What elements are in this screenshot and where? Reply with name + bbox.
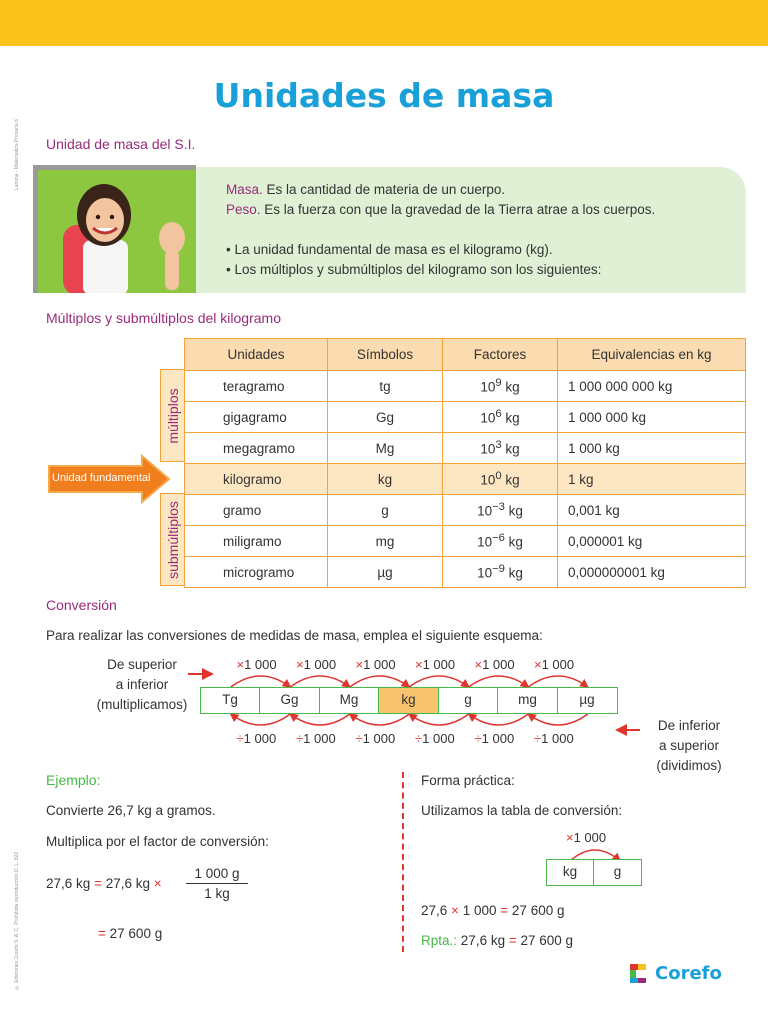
peso-term: Peso. — [226, 202, 261, 217]
left-direction-label: De superior a inferior (multiplicamos) — [96, 657, 188, 712]
multiples-group-label — [160, 369, 184, 462]
submultiples-label: submúltiplos — [164, 500, 181, 579]
right-direction-label: De inferior a superior (dividimos) — [656, 718, 722, 773]
divide-label: ÷1 000 — [296, 731, 336, 746]
chain-cell: g — [438, 687, 499, 714]
table-header-row — [185, 339, 746, 371]
table-row — [185, 557, 746, 588]
cell-equivalence: 1 kg — [558, 464, 746, 495]
masa-definition — [226, 182, 505, 197]
header-equivalences: Equivalencias en kg — [558, 339, 746, 371]
header-symbols: Símbolos — [328, 339, 443, 371]
corefo-logo — [628, 962, 722, 984]
multiply-label: ×1 000 — [296, 657, 337, 672]
chain-cell: Gg — [259, 687, 320, 714]
masa-text: Es la cantidad de materia de un cuerpo. — [262, 182, 506, 197]
mini-cell: kg — [546, 859, 595, 886]
cell-symbol: tg — [328, 371, 443, 402]
cell-factor: $10^3$ kg — [443, 433, 558, 464]
multiply-label: ×1 000 — [355, 657, 396, 672]
table-row — [185, 371, 746, 402]
conversion-chain — [201, 687, 618, 714]
cell-symbol: Mg — [328, 433, 443, 464]
column-divider — [402, 772, 404, 952]
table-row — [185, 402, 746, 433]
cell-equivalence: 1 000 kg — [558, 433, 746, 464]
cell-symbol: Gg — [328, 402, 443, 433]
cell-equivalence: 1 000 000 kg — [558, 402, 746, 433]
masa-term: Masa. — [226, 182, 263, 197]
multiply-arc — [469, 676, 529, 687]
example-equation: 27,6 kg = 27,6 kg × — [46, 876, 162, 891]
intro-heading: Unidad de masa del S.I. — [46, 136, 196, 152]
mini-factor-label: ×1 000 — [566, 830, 607, 845]
multiply-arc — [231, 676, 291, 687]
peso-text: Es la fuerza con que la gravedad de la Tierra atrae a los cuerpos. — [260, 202, 656, 217]
multiply-label: ×1 000 — [415, 657, 456, 672]
cell-equivalence: 0,000000001 kg — [558, 557, 746, 588]
example-heading: Ejemplo: — [46, 772, 101, 788]
conversion-heading: Conversión — [46, 597, 117, 613]
practical-answer: Rpta.: 27,6 kg = 27 600 g — [421, 933, 574, 948]
multiply-arc — [409, 676, 469, 687]
divide-label: ÷1 000 — [236, 731, 277, 746]
practical-calc: 27,6 × 1 000 = 27 600 g — [421, 903, 565, 918]
cell-unit: gigagramo — [185, 402, 328, 433]
mini-cell: g — [593, 859, 642, 886]
cell-unit: gramo — [185, 495, 328, 526]
divide-arc — [409, 714, 469, 725]
cell-factor: $10^9$ kg — [443, 371, 558, 402]
divide-arc — [290, 714, 350, 725]
page-title: Unidades de masa — [213, 76, 555, 115]
cell-unit: megagramo — [185, 433, 328, 464]
fundamental-unit-label: Unidad fundamental — [52, 472, 151, 484]
multiply-arc — [350, 676, 410, 687]
divide-arc — [469, 714, 529, 725]
multiples-label: múltiplos — [164, 387, 181, 444]
header-units: Unidades — [185, 339, 328, 371]
chain-cell: Tg — [200, 687, 261, 714]
peso-definition — [226, 202, 655, 217]
units-table — [184, 338, 746, 588]
divide-label: ÷1 000 — [474, 731, 515, 746]
cell-factor: $10^{-3}$ kg — [443, 495, 558, 526]
practical-line1: Utilizamos la tabla de conversión: — [421, 803, 623, 818]
practical-heading: Forma práctica: — [421, 773, 515, 788]
side-caption-bottom: © Ediciones Corefo S. A. C. Prohibida reproducción D. L. 822 — [14, 851, 20, 990]
multiply-label: ×1 000 — [236, 657, 277, 672]
divide-label: ÷1 000 — [534, 731, 574, 746]
side-caption-top: Lamina - Matematica Primaria 6 — [14, 119, 20, 190]
table-heading: Múltiplos y submúltiplos del kilogramo — [46, 310, 281, 326]
multiply-arc — [528, 676, 588, 687]
cell-symbol: kg — [328, 464, 443, 495]
divide-arc — [350, 714, 410, 725]
example-line1: Convierte 26,7 kg a gramos. — [46, 803, 216, 818]
example-line2: Multiplica por el factor de conversión: — [46, 834, 269, 849]
cell-factor: $10^{-6}$ kg — [443, 526, 558, 557]
chain-cell: mg — [497, 687, 558, 714]
cell-factor: $10^6$ kg — [443, 402, 558, 433]
multiply-label: ×1 000 — [534, 657, 575, 672]
cell-symbol: µg — [328, 557, 443, 588]
chain-cell: µg — [557, 687, 618, 714]
multiply-arc — [290, 676, 350, 687]
cell-equivalence: 1 000 000 000 kg — [558, 371, 746, 402]
cell-factor: $10^0$ kg — [443, 464, 558, 495]
cell-unit: kilogramo — [185, 464, 328, 495]
girl-photo — [33, 165, 196, 293]
cell-unit: microgramo — [185, 557, 328, 588]
example-result: = 27 600 g — [98, 926, 163, 941]
bullet-multiples: • Los múltiplos y submúltiplos del kilogramo son los siguientes: — [226, 262, 602, 277]
cell-equivalence: 0,000001 kg — [558, 526, 746, 557]
table-row — [185, 526, 746, 557]
chain-cell: Mg — [319, 687, 380, 714]
mini-conversion-table — [547, 859, 642, 886]
cell-unit: teragramo — [185, 371, 328, 402]
submultiples-group-label — [160, 493, 184, 586]
divide-arc — [231, 714, 291, 725]
table-row-fundamental — [185, 464, 746, 495]
corefo-logo-icon — [628, 962, 650, 984]
multiply-label: ×1 000 — [474, 657, 515, 672]
cell-symbol: g — [328, 495, 443, 526]
top-bar — [0, 0, 768, 46]
table-row — [185, 433, 746, 464]
cell-equivalence: 0,001 kg — [558, 495, 746, 526]
header-factors: Factores — [443, 339, 558, 371]
chain-cell-highlight: kg — [378, 687, 439, 714]
conversion-intro: Para realizar las conversiones de medidas de masa, emplea el siguiente esquema: — [46, 628, 543, 643]
conversion-fraction: $\frac{1 000 g}{1 kg}$ — [186, 866, 248, 901]
bullet-fundamental: • La unidad fundamental de masa es el kilogramo (kg). — [226, 242, 553, 257]
divide-label: ÷1 000 — [415, 731, 455, 746]
divide-arc — [528, 714, 588, 725]
table-row — [185, 495, 746, 526]
brand-name: Corefo — [655, 962, 722, 984]
cell-factor: $10^{-9}$ kg — [443, 557, 558, 588]
cell-symbol: mg — [328, 526, 443, 557]
divide-label: ÷1 000 — [355, 731, 396, 746]
cell-unit: miligramo — [185, 526, 328, 557]
